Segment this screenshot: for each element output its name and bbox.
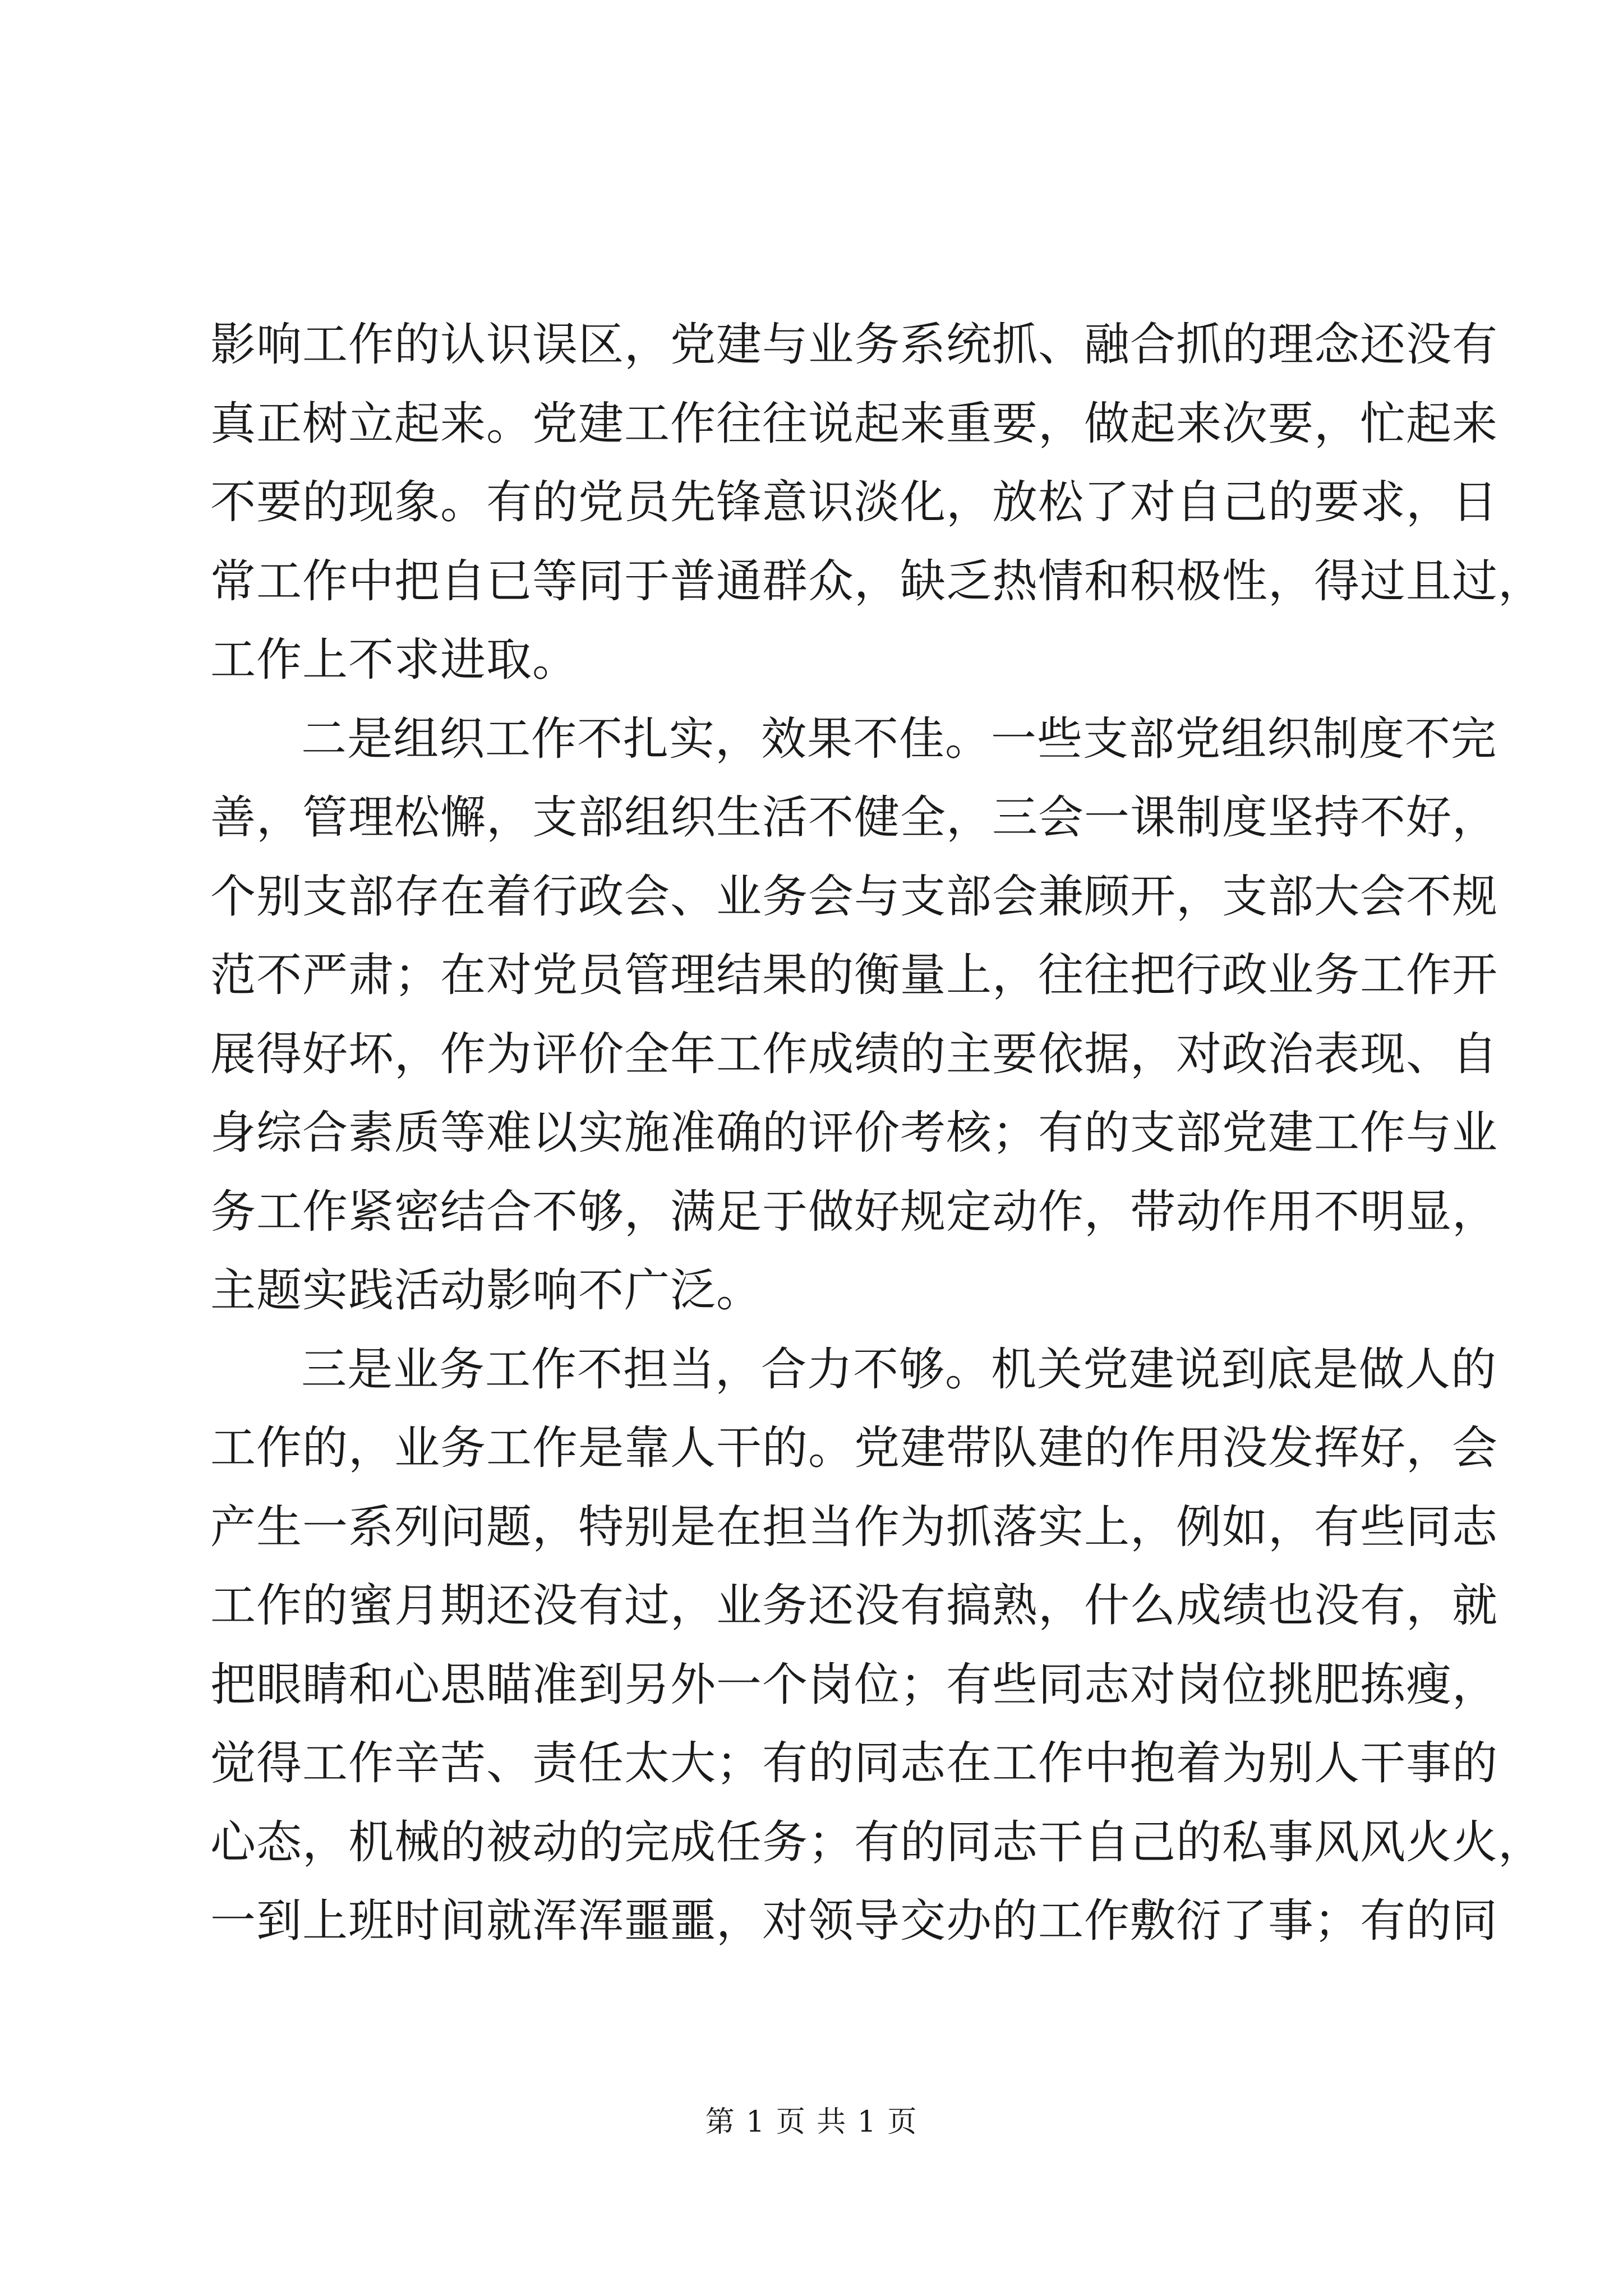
text-line: 一到上班时间就浑浑噩噩，对领导交办的工作敷衍了事；有的同 [210, 1895, 1498, 1948]
text-line: 工作的，业务工作是靠人干的。党建带队建的作用没发挥好，会 [210, 1422, 1498, 1475]
text-line: 心态，机械的被动的完成任务；有的同志干自己的私事风风火火， [210, 1816, 1544, 1869]
text-line: 工作上不求进取。 [210, 634, 579, 687]
text-line: 常工作中把自已等同于普通群众，缺乏热情和积极性，得过且过， [210, 555, 1544, 608]
text-line: 觉得工作辛苦、责任太大；有的同志在工作中抱着为别人干事的 [210, 1737, 1498, 1790]
text-line: 产生一系列问题，特别是在担当作为抓落实上，例如，有些同志 [210, 1501, 1498, 1554]
text-line: 二是组织工作不扎实，效果不佳。一些支部党组织制度不完 [301, 712, 1497, 766]
text-line: 身综合素质等难以实施准确的评价考核；有的支部党建工作与业 [210, 1107, 1498, 1159]
text-line: 主题实践活动影响不广泛。 [210, 1264, 763, 1317]
text-line: 务工作紧密结合不够，满足于做好规定动作，带动作用不明显， [210, 1185, 1498, 1239]
text-line: 善，管理松懈，支部组织生活不健全，三会一课制度坚持不好， [210, 792, 1498, 844]
text-line: 把眼睛和心思瞄准到另外一个岗位；有些同志对岗位挑肥拣瘦， [210, 1658, 1498, 1711]
text-line: 展得好坏，作为评价全年工作成绩的主要依据，对政治表现、自 [210, 1028, 1498, 1081]
document-body [210, 306, 1544, 1961]
text-line: 不要的现象。有的党员先锋意识淡化，放松了对自己的要求，日 [210, 476, 1498, 529]
text-line: 范不严肃；在对党员管理结果的衡量上，往往把行政业务工作开 [210, 949, 1498, 1002]
text-line: 三是业务工作不担当，合力不够。机关党建说到底是做人的 [301, 1343, 1497, 1396]
text-line: 真正树立起来。党建工作往往说起来重要，做起来次要，忙起来 [210, 397, 1498, 450]
text-line: 个别支部存在着行政会、业务会与支部会兼顾开，支部大会不规 [210, 870, 1498, 923]
text-line: 影响工作的认识误区，党建与业务系统抓、融合抓的理念还没有 [210, 319, 1498, 371]
text-line: 工作的蜜月期还没有过，业务还没有搞熟，什么成绩也没有，就 [210, 1580, 1498, 1632]
page-number-footer: 第 1 页 共 1 页 [705, 2105, 918, 2139]
